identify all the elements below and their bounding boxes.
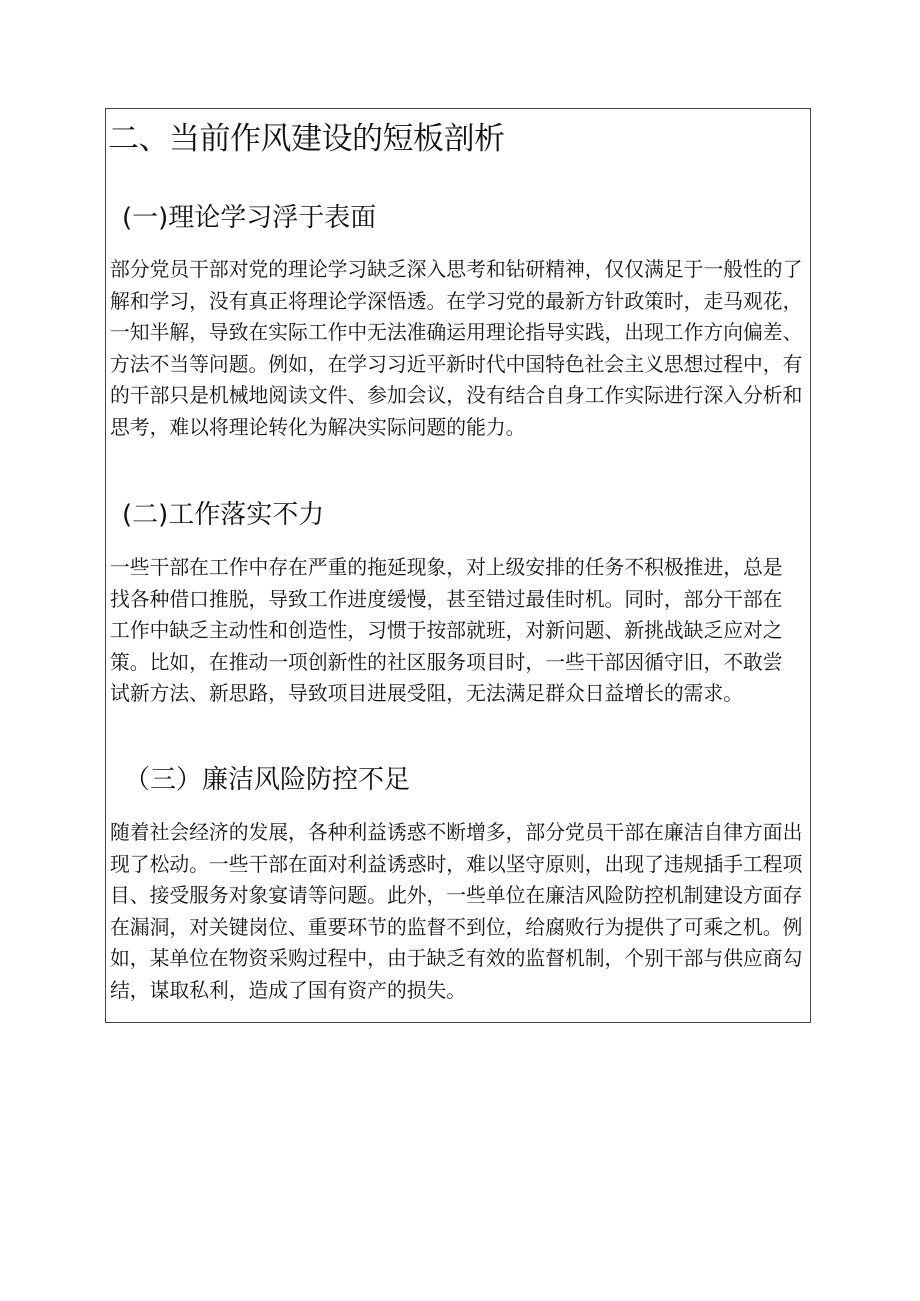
- paragraph-line: 试新方法、新思路，导致项目进展受阻，无法满足群众日益增长的需求。: [110, 682, 744, 705]
- section-heading-1: (一)理论学习浮于表面: [122, 203, 377, 233]
- paragraph-line: 方法不当等问题。例如，在学习习近平新时代中国特色社会主义思想过程中，有: [110, 352, 803, 376]
- paragraph-line: 目、接受服务对象宴请等问题。此外，一些单位在廉洁风险防控机制建设方面存: [110, 884, 803, 907]
- paragraph-line: 随着社会经济的发展，各种利益诱惑不断增多，部分党员干部在廉洁自律方面出: [110, 821, 803, 844]
- section-heading-3: （三）廉洁风险防控不足: [124, 765, 411, 795]
- section-heading-2: (二)工作落实不力: [122, 500, 325, 530]
- paragraph-line: 结，谋取私利，造成了国有资产的损失。: [110, 978, 467, 1002]
- section-paragraph-3: [110, 817, 810, 1006]
- section-paragraph-2: [110, 552, 810, 710]
- paragraph-line: 思考，难以将理论转化为解决实际问题的能力。: [110, 415, 526, 439]
- paragraph-line: 策。比如，在推动一项创新性的社区服务项目时，一些干部因循守旧，不敢尝: [110, 650, 783, 674]
- paragraph-line: 部分党员干部对党的理论学习缺乏深入思考和钻研精神，仅仅满足于一般性的了: [110, 258, 803, 281]
- paragraph-line: 一些干部在工作中存在严重的拖延现象，对上级安排的任务不积极推进，总是: [110, 556, 783, 579]
- paragraph-line: 现了松动。一些干部在面对利益诱惑时，难以坚守原则，出现了违规插手工程项: [110, 852, 803, 876]
- paragraph-line: 的干部只是机械地阅读文件、参加会议，没有结合自身工作实际进行深入分析和: [110, 384, 803, 407]
- page-title: 二、当前作风建设的短板剖析: [108, 121, 505, 157]
- section-paragraph-1: [110, 254, 810, 443]
- paragraph-line: 解和学习，没有真正将理论学深悟透。在学习党的最新方针政策时，走马观花，: [110, 289, 803, 313]
- paragraph-line: 在漏洞，对关键岗位、重要环节的监督不到位，给腐败行为提供了可乘之机。例: [110, 915, 803, 939]
- document-frame: [105, 108, 811, 1023]
- paragraph-line: 找各种借口推脱，导致工作进度缓慢，甚至错过最佳时机。同时，部分干部在: [110, 587, 783, 611]
- paragraph-line: 工作中缺乏主动性和创造性，习惯于按部就班，对新问题、新挑战缺乏应对之: [110, 619, 783, 642]
- paragraph-line: 如，某单位在物资采购过程中，由于缺乏有效的监督机制，个别干部与供应商勾: [110, 947, 803, 970]
- paragraph-line: 一知半解，导致在实际工作中无法准确运用理论指导实践，出现工作方向偏差、: [110, 321, 803, 344]
